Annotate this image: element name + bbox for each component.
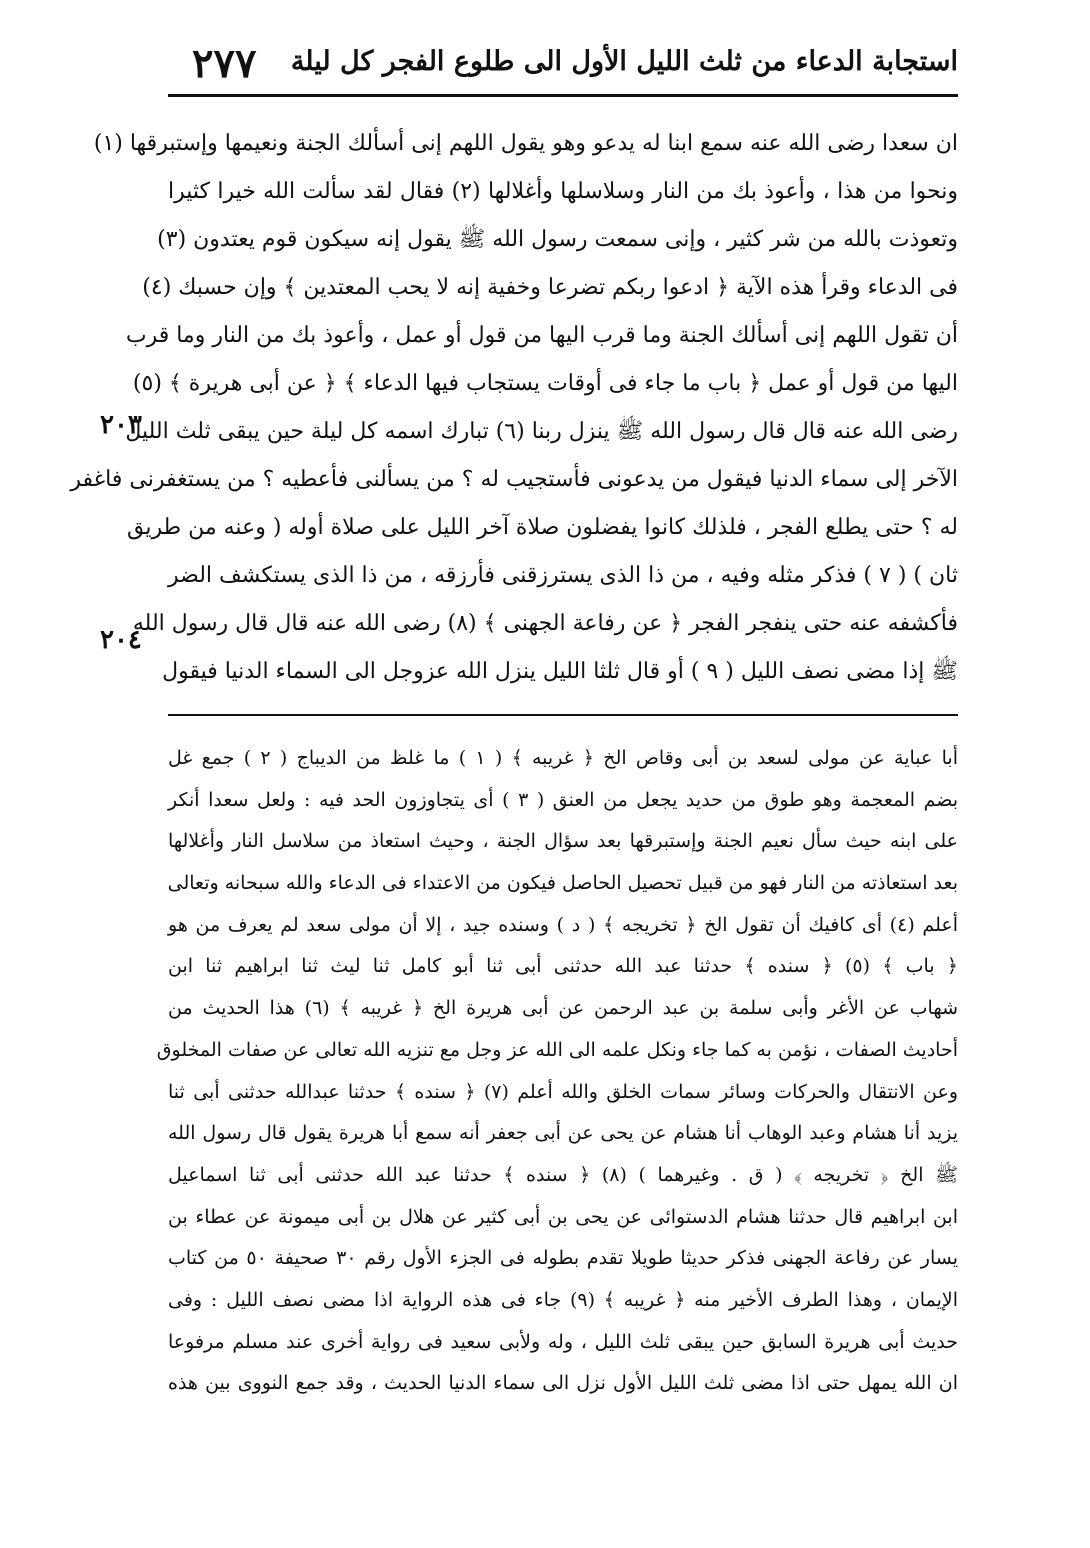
footnote-line: بعد استعاذته من النار فهو من قبيل تحصيل الحاصل فيكون من الاعتداء فى الدعاء والله سبحانه وتعالى [167,872,958,895]
text-line: ثان ) ( ٧ ) فذكر مثله وفيه ، من ذا الذى يسترزقنى فأرزقه ، من ذا الذى يستكشف الضر [168,563,958,588]
text-line: الآخر إلى سماء الدنيا فيقول من يدعونى فأستجيب له ؟ من يسألنى فأعطيه ؟ من يستغفرنى فاغفر [70,467,958,492]
footnote-line: بضم المعجمة وهو طوق من حديد يجعل من العنق ( ٣ ) أى يتجاوزون الحد فيه : ولعل سعدا أنكر [168,788,958,811]
footnote-line: شهاب عن الأغر وأبى سلمة بن عبد الرحمن عن أبى هريرة الخ ﴿ غريبه ﴾ (٦) هذا الحديث من [168,997,958,1020]
text-line: ان سعدا رضى الله عنه سمع ابنا له يدعو وهو يقول اللهم إنى أسألك الجنة ونعيمها وإستبرقها (١) [93,131,958,156]
text-line: اليها من قول أو عمل ﴿ باب ما جاء فى أوقات يستجاب فيها الدعاء ﴾ ﴿ عن أبى هريرة ﴾ (٥) [132,371,958,396]
footnote-line: على ابنه حيث سأل نعيم الجنة وإستبرقها بعد سؤال الجنة ، وحيث استعاذ من سلاسل النار وأغلالها [168,830,958,853]
text-line: أن تقول اللهم إنى أسألك الجنة وما قرب اليها من قول أو عمل ، وأعوذ بك من النار وما قرب [125,323,958,348]
footnotes-block [156,738,959,1405]
running-title: استجابة الدعاء من ثلث الليل الأول الى طلوع الفجر كل ليلة [290,46,958,77]
text-line: فى الدعاء وقرأ هذه الآية ﴿ ادعوا ربكم تضرعا وخفية إنه لا يحب المعتدين ﴾ وإن حسبك (٤) [142,275,958,300]
footnote-separator [168,714,958,716]
footnote-line: يزيد أنا هشام وعبد الوهاب أنا هشام عن يحى عن أبى جعفر أنه سمع أبا هريرة يقول قال رسول الله [168,1122,958,1145]
text-line: فأكشفه عنه حتى ينفجر الفجر ﴿ عن رفاعة الجهنى ﴾ (٨) رضى الله عنه قال قال رسول الله [132,611,958,636]
hadith-number-margin: ٢٠٤ [100,625,142,655]
text-line: ونحوا من هذا ، وأعوذ بك من النار وسلاسلها وأغلالها (٢) فقال لقد سألت الله خيرا كثيرا [168,179,958,204]
footnote-line: أبا عباية عن مولى لسعد بن أبى وقاص الخ ﴿ غريبه ﴾ ( ١ ) ما غلظ من الديباج ( ٢ ) جمع غل [168,747,959,769]
text-line: رضى الله عنه قال قال رسول الله ﷺ ينزل ربنا (٦) تبارك اسمه كل ليلة حين يبقى ثلث الليل [125,419,958,444]
header-rule [168,94,958,97]
text-line: وتعوذت بالله من شر كثير ، وإنى سمعت رسول الله ﷺ يقول إنه سيكون قوم يعتدون (٣) [157,227,958,252]
footnote-line: يسار عن رفاعة الجهنى فذكر حديثا طويلا تقدم بطوله فى الجزء الأول رقم ٣٠ صحيفة ٥٠ من كتاب [168,1247,958,1270]
footnote-line: ﴿ باب ﴾ (٥) ﴿ سنده ﴾ حدثنا عبد الله حدثنى أبى ثنا أبو كامل ثنا ليث ثنا ابراهيم ثنا ابن [168,955,958,978]
footnote-line: ان الله يمهل حتى اذا مضى ثلث الليل الأول نزل الى سماء الدنيا الحديث ، وقد جمع النووى بين هذه [168,1372,958,1395]
footnote-line: ﷺ الخ ﴿ تخريجه ﴾ ( ق . وغيرهما ) (٨) ﴿ سنده ﴾ حدثنا عبد الله حدثنى أبى ثنا اسماعيل [168,1163,958,1186]
footnote-line: أحاديث الصفات ، نؤمن به كما جاء ونكل علمه الى الله عز وجل مع تنزيه الله تعالى عن صفات المخلوق [156,1038,958,1061]
text-line: له ؟ حتى يطلع الفجر ، فلذلك كانوا يفضلون صلاة آخر الليل على صلاة أوله ( وعنه من طريق [127,515,958,540]
footnote-line: الإيمان ، وهذا الطرف الأخير منه ﴿ غريبه ﴾ (٩) جاء فى هذه الرواية اذا مضى نصف الليل : وفى [168,1288,958,1311]
footnote-line: حديث أبى هريرة السابق حين يبقى ثلث الليل ، وله ولأبى سعيد فى رواية أخرى عند مسلم مرفوعا [168,1330,958,1353]
text-line: ﷺ إذا مضى نصف الليل ( ٩ ) أو قال ثلثا الليل ينزل الله عزوجل الى السماء الدنيا فيقول [162,659,958,684]
page-number: ٢٧٧ [192,40,257,87]
footnote-line: ابن ابراهيم قال حدثنا هشام الدستوائى عن يحى بن أبى كثير عن هلال بن أبى ميمونة عن عطاء بن [168,1205,958,1228]
footnote-line: أعلم (٤) أى كافيك أن تقول الخ ﴿ تخريجه ﴾ ( د ) وسنده جيد ، إلا أن مولى سعد لم يعرف من هو [168,913,958,936]
footnote-line: وعن الانتقال والحركات وسائر سمات الخلق والله أعلم (٧) ﴿ سنده ﴾ حدثنا عبدالله حدثنى أبى ثنا [168,1080,958,1103]
page-header [168,40,958,92]
hadith-number-margin: ٢٠٣ [100,410,142,440]
